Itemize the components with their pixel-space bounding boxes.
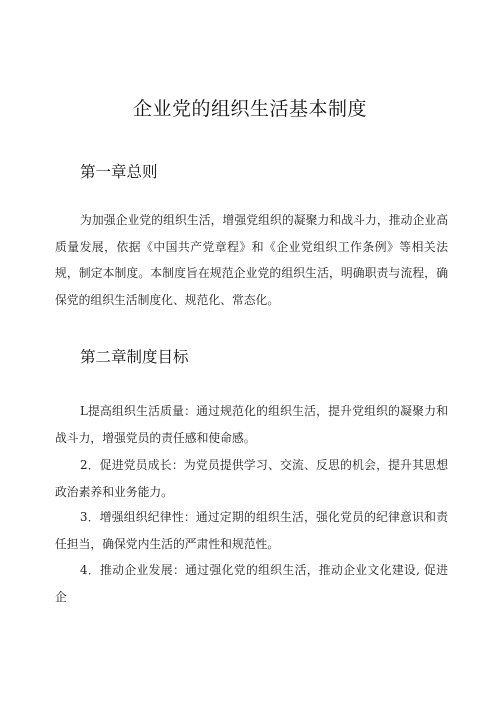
goal-item-1: L提高组织生活质量：通过规范化的组织生活，提升党组织的凝聚力和战斗力，增强党员的责任感和使命感。 [55, 404, 448, 445]
chapter-1-paragraph: 为加强企业党的组织生活，增强党组织的凝聚力和战斗力，推动企业高质量发展，依据《中国共产党章程》和《企业党组织工作条例》等相关法规，制定本制度。本制度旨在规范企业党的组织生活，明确职责与流程，确保党的组织生活制度化、规范化、常态化。 [55, 213, 448, 307]
goal-item-3: 3．增强组织纪律性：通过定期的组织生活，强化党员的纪律意识和责任担当，确保党内生活的严肃性和规范性。 [55, 510, 448, 551]
goal-item-2: 2．促进党员成长：为党员提供学习、交流、反思的机会，提升其思想政治素养和业务能力。 [55, 458, 448, 499]
chapter-1-heading: 第一章总则 [80, 163, 158, 181]
document-title: 企业党的组织生活基本制度 [132, 98, 367, 120]
goal-item-4: 4．推动企业发展：通过强化党的组织生活，推动企业文化建设, 促进企 [55, 563, 448, 604]
chapter-2-heading: 第二章制度目标 [80, 348, 189, 366]
